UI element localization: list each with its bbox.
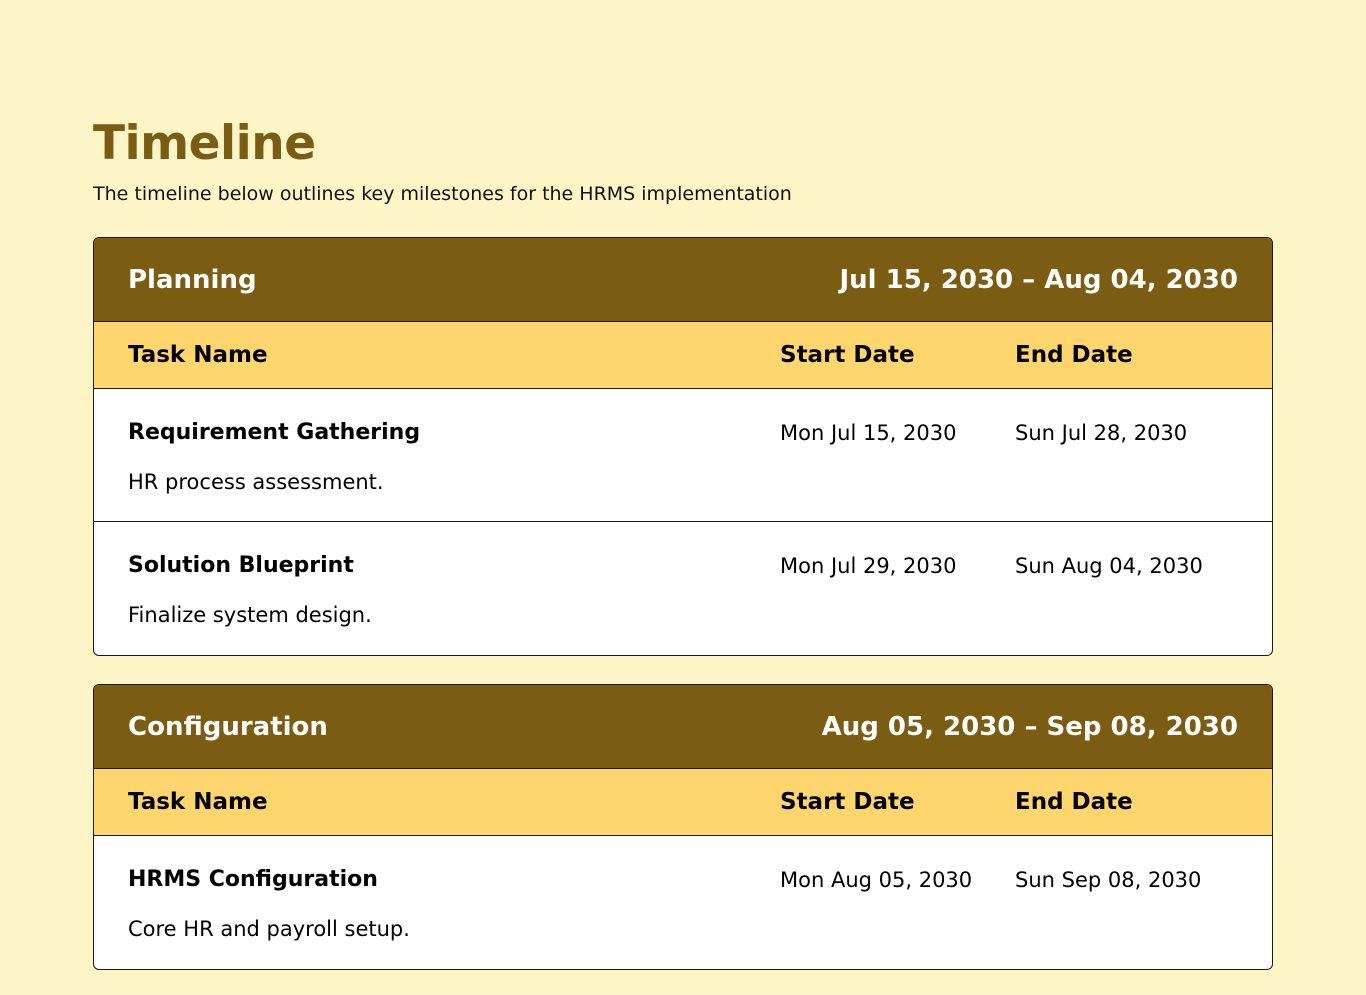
task-description: Core HR and payroll setup.	[128, 917, 410, 941]
task-cell	[128, 552, 780, 655]
page-title: Timeline	[93, 116, 316, 171]
task-start-date: Mon Jul 29, 2030	[780, 554, 957, 578]
task-row	[94, 522, 1272, 655]
task-cell	[128, 866, 780, 969]
task-table-header	[94, 769, 1272, 836]
column-header-task-name: Task Name	[128, 342, 268, 368]
task-table-header	[94, 322, 1272, 389]
task-row	[94, 836, 1272, 969]
phase-header	[94, 685, 1272, 769]
task-description: HR process assessment.	[128, 470, 384, 494]
task-cell	[128, 419, 780, 521]
column-header-end-date: End Date	[1015, 342, 1133, 368]
phase-date-range: Jul 15, 2030 – Aug 04, 2030	[839, 264, 1238, 295]
task-end-date: Sun Jul 28, 2030	[1015, 421, 1188, 445]
phase-card-configuration	[93, 684, 1273, 970]
column-header-start-date: Start Date	[780, 342, 915, 368]
column-header-end-date: End Date	[1015, 789, 1133, 815]
task-end-date: Sun Sep 08, 2030	[1015, 868, 1202, 892]
task-name: HRMS Configuration	[128, 867, 378, 892]
task-name: Solution Blueprint	[128, 553, 354, 578]
phase-card-planning	[93, 237, 1273, 656]
task-row	[94, 389, 1272, 522]
task-end-date: Sun Aug 04, 2030	[1015, 554, 1203, 578]
phase-header	[94, 238, 1272, 322]
page-subtitle: The timeline below outlines key milestones for the HRMS implementation	[93, 183, 792, 205]
task-description: Finalize system design.	[128, 603, 372, 627]
phase-name: Configuration	[128, 711, 328, 742]
column-header-task-name: Task Name	[128, 789, 268, 815]
column-header-start-date: Start Date	[780, 789, 915, 815]
task-name: Requirement Gathering	[128, 420, 421, 445]
task-start-date: Mon Jul 15, 2030	[780, 421, 957, 445]
phase-date-range: Aug 05, 2030 – Sep 08, 2030	[821, 711, 1238, 742]
task-start-date: Mon Aug 05, 2030	[780, 868, 973, 892]
phase-name: Planning	[128, 264, 257, 295]
